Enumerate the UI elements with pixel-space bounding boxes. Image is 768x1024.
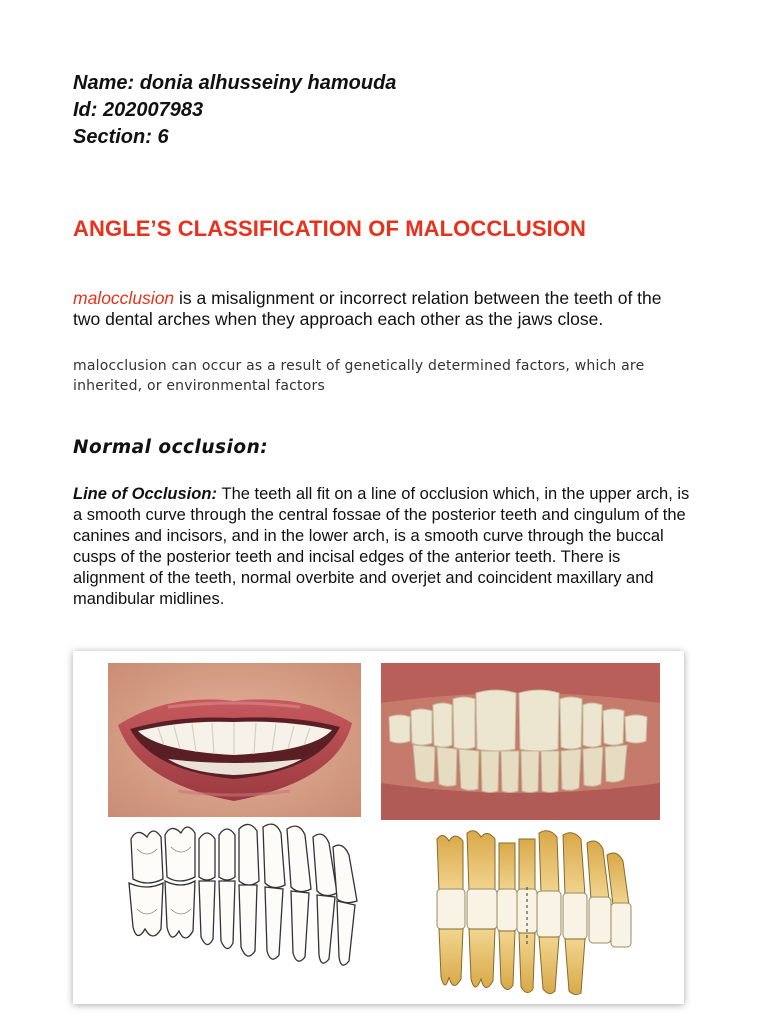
normal-occlusion-heading: Normal occlusion: [73,437,269,458]
student-id: Id: 202007983 [73,99,204,121]
student-name: Name: donia alhusseiny hamouda [73,72,397,94]
line-of-occlusion-label: Line of Occlusion [73,485,212,503]
occlusion-line-drawing [123,819,368,994]
malocclusion-definition [73,288,693,330]
occlusion-figure [73,651,684,1004]
malocclusion-term: malocclusion [73,288,175,308]
teeth-closeup-photo [381,663,660,820]
document-title: ANGLE’S CLASSIFICATION OF MALOCCLUSION [73,216,587,241]
student-info [73,70,396,151]
line-of-occlusion-colon: : [211,485,222,503]
student-section: Section: 6 [73,126,169,148]
line-of-occlusion-paragraph [73,484,695,610]
occlusion-color-drawing [433,829,633,997]
definition-text: is a misalignment or incorrect relation between the teeth of the two dental arches when they approach each other as the jaws close. [73,288,662,329]
line-of-occlusion-text: The teeth all fit on a line of occlusion which, in the upper arch, is a smooth curve through the central fossae of the posterior teeth and cingulum of the canines and incisors, and in the lower arch, is a smooth curve through the buccal cusps of the posterior teeth and incisal edges of the anterior teeth. There is alignment of the teeth, normal overbite and overjet and coincident maxillary and mandibular midlines. [73,485,690,608]
malocclusion-causes-note: malocclusion can occur as a result of genetically determined factors, which are inherited, or environmental factors [73,358,645,394]
smile-photo [108,663,361,817]
